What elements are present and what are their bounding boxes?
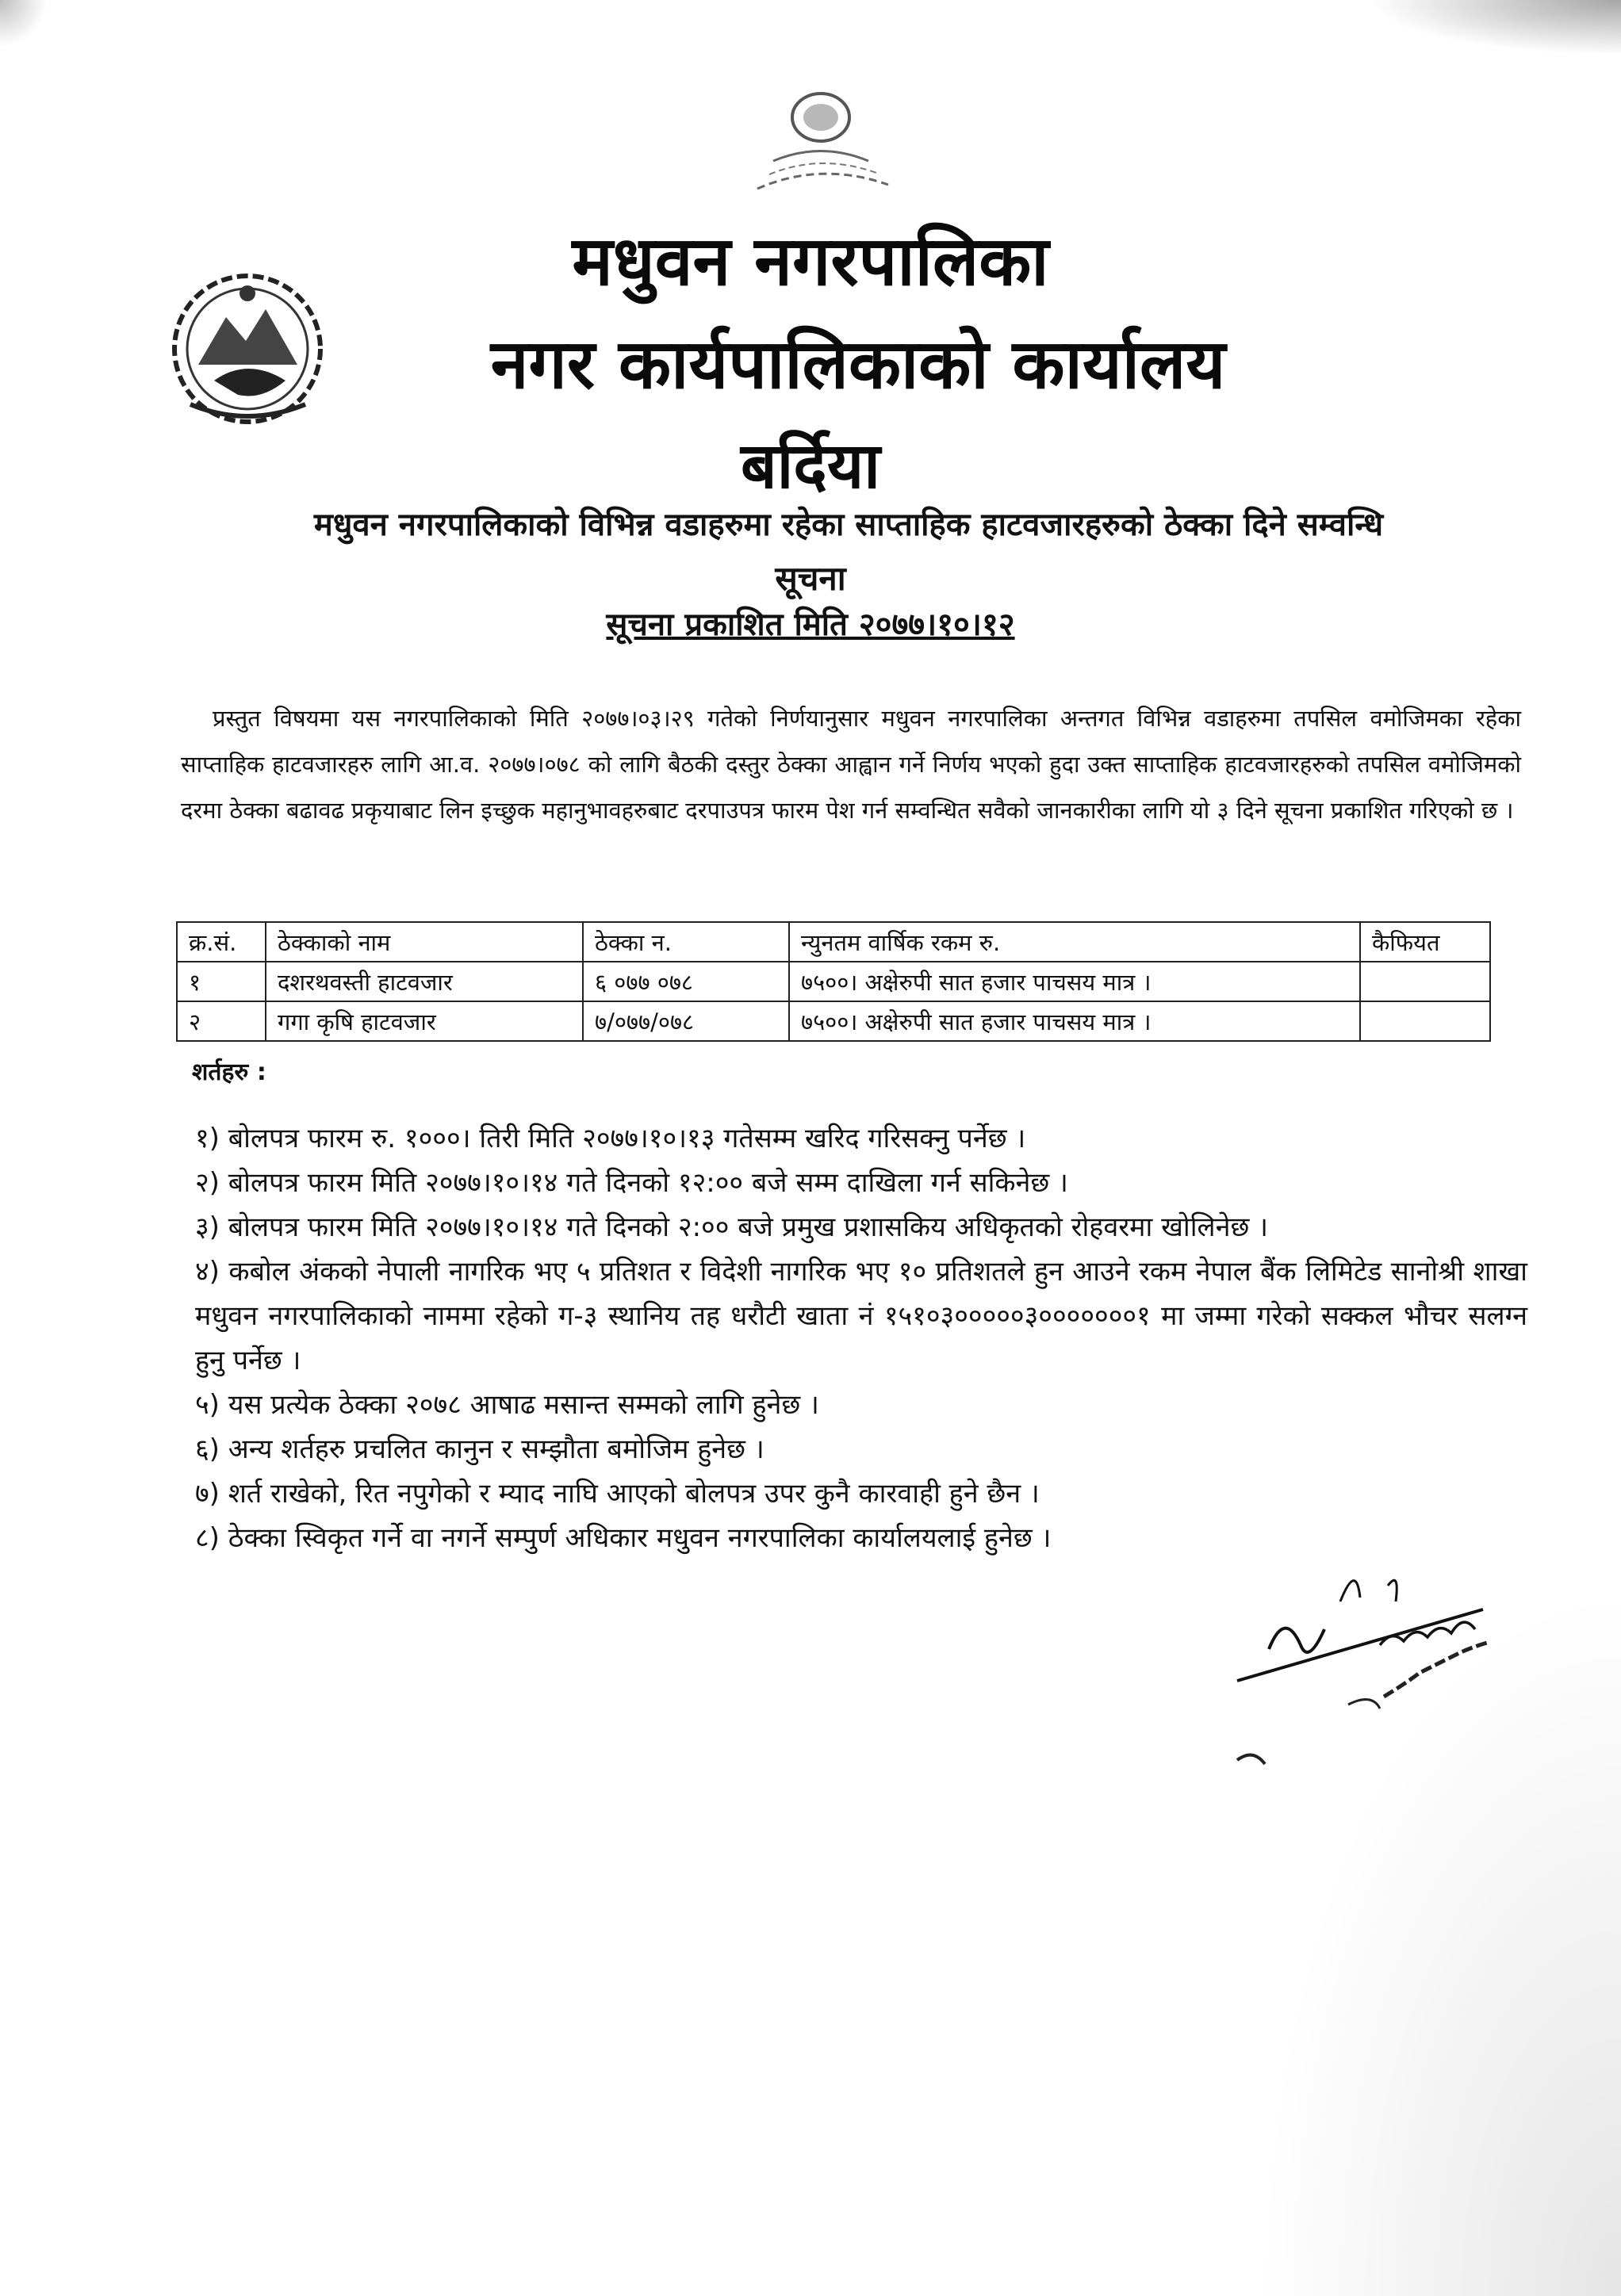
office-name: नगर कार्यपालिकाको कार्यालय: [490, 325, 1226, 404]
condition-item: ७) शर्त राखेको, रित नपुगेको र म्याद नाघि आएको बोलपत्र उपर कुनै कारवाही हुने छैन ।: [195, 1478, 1040, 1510]
column-header: ठेक्काको नाम: [266, 922, 583, 962]
conditions-list: [195, 1116, 1527, 1560]
municipality-name: मधुवन नगरपालिका: [572, 222, 1049, 301]
notice-heading: सूचना: [775, 559, 846, 598]
table-cell: गगा कृषि हाटवजार: [266, 1001, 583, 1041]
condition-item: २) बोलपत्र फारम मिति २०७७।१०।१४ गते दिनको १२:०० बजे सम्म दाखिला गर्न सकिनेछ ।: [195, 1167, 1068, 1199]
column-header: कैफियत: [1360, 922, 1490, 962]
condition-item: ६) अन्य शर्तहरु प्रचलित कानुन र सम्झौता बमोजिम हुनेछ ।: [195, 1433, 765, 1465]
table-cell: [1360, 1001, 1490, 1041]
condition-item: १) बोलपत्र फारम रु. १०००। तिरी मिति २०७७।१०।१३ गतेसम्म खरिद गरिसक्नु पर्नेछ ।: [195, 1123, 1026, 1154]
condition-item: ४) कबोल अंकको नेपाली नागरिक भए ५ प्रतिशत र विदेशी नागरिक भए १० प्रतिशतले हुन आउने रकम नेपाल बैंक लिमिटेड सानोश्री शाखा मधुवन नगरपालिकाको नाममा रहेको ग-३ स्थानिय तह धरौटी खाता नं १५१०३०००००३०००००००१ मा जम्मा गरेको सक्कल भौचर सलग्न हुनु पर्नेछ ।: [195, 1256, 1527, 1376]
notice-subject: मधुवन नगरपालिकाको विभिन्न वडाहरुमा रहेका साप्ताहिक हाटवजारहरुको ठेक्का दिने सम्वन्धि: [313, 507, 1384, 543]
table-row: [177, 1001, 1490, 1041]
table-row: [177, 962, 1490, 1001]
tender-table: [176, 921, 1491, 1042]
condition-item: ३) बोलपत्र फारम मिति २०७७।१०।१४ गते दिनको २:०० बजे प्रमुख प्रशासकिय अधिकृतको रोहवरमा खोलिनेछ ।: [195, 1211, 1268, 1243]
table-header-row: [177, 922, 1490, 962]
table-cell: ६ ०७७ ०७८: [583, 962, 789, 1001]
conditions-heading: शर्तहरु :: [192, 1058, 266, 1086]
table-cell: दशरथवस्ती हाटवजार: [266, 962, 583, 1001]
table-cell: १: [177, 962, 266, 1001]
published-date: सूचना प्रकाशित मिति २०७७।१०।१२: [606, 607, 1015, 643]
table-cell: ७५००। अक्षेरुपी सात हजार पाचसय मात्र ।: [789, 1001, 1360, 1041]
table-cell: [1360, 962, 1490, 1001]
district-name: बर्दिया: [741, 429, 880, 503]
scan-speckle: [1367, 0, 1621, 55]
column-header: क्र.सं.: [177, 922, 266, 962]
condition-item: ८) ठेक्का स्विकृत गर्ने वा नगर्ने सम्पुर्ण अधिकार मधुवन नगरपालिका कार्यालयलाई हुनेछ ।: [195, 1522, 1052, 1554]
condition-item: ५) यस प्रत्येक ठेक्का २०७८ आषाढ मसान्त सम्मको लागि हुनेछ ।: [195, 1389, 819, 1421]
table-cell: ७५००। अक्षेरुपी सात हजार पाचसय मात्र ।: [789, 962, 1360, 1001]
office-stamp: [726, 86, 916, 205]
official-signature: [1221, 1554, 1523, 1792]
notice-body: प्रस्तुत विषयमा यस नगरपालिकाको मिति २०७७।०३।२९ गतेको निर्णयानुसार मधुवन नगरपालिका अन्तगत विभिन्न वडाहरुमा तपसिल वमोजिमका रहेका साप्ताहिक हाटवजारहरु लागि आ.व. २०७७।०७८ को लागि बैठकी दस्तुर ठेक्का आह्वान गर्ने निर्णय भएको हुदा उक्त साप्ताहिक हाटवजारहरुको तपसिल वमोजिमको दरमा ठेक्का बढावढ प्रकृयाबाट लिन इच्छुक महानुभावहरुबाट दरपाउपत्र फारम पेश गर्न सम्वन्धित सवैको जानकारीका लागि यो ३ दिने सूचना प्रकाशित गरिएको छ ।: [181, 705, 1521, 824]
table-cell: ७/०७७/०७८: [583, 1001, 789, 1041]
table-cell: २: [177, 1001, 266, 1041]
column-header: ठेक्का न.: [583, 922, 789, 962]
scan-speckle: [0, 0, 48, 48]
column-header: न्युनतम वार्षिक रकम रु.: [789, 922, 1360, 962]
